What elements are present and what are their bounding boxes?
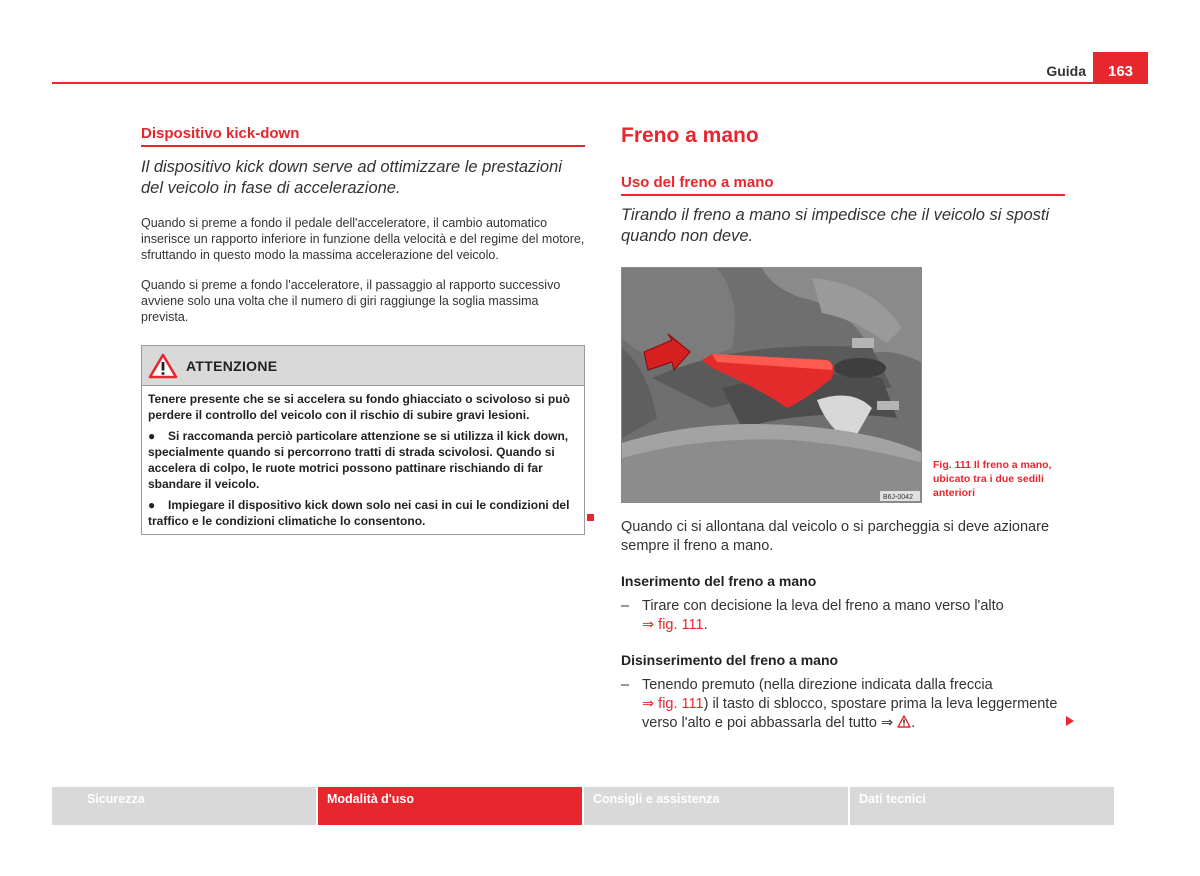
release-text-1: Tenendo premuto (nella direzione indicata dalla freccia	[642, 677, 993, 693]
warning-bullet	[148, 497, 578, 529]
running-header-section: Guida	[1046, 63, 1086, 79]
release-step-text	[642, 676, 1065, 733]
release-heading: Disinserimento del freno a mano	[621, 652, 839, 668]
handbrake-body	[621, 518, 1065, 733]
warning-bullet-text: Si raccomanda perciò particolare attenzione se si utilizza il kick down, specialmente quando si percorrono tratti di strada scivolosi. Quando si accelera di colpo, le ruote motrici possono pattinare rischiando di far sbandare il veicolo.	[148, 429, 569, 491]
release-text-2: ) il tasto di sblocco, spostare prima la leva leggermente verso l'alto e poi abbassarla del tutto ⇒	[642, 696, 1058, 731]
footer-navigation	[52, 787, 1148, 825]
handbrake-figure	[621, 267, 922, 503]
nav-tab-dati-tecnici[interactable]: Dati tecnici	[850, 787, 1114, 825]
chapter-title: Freno a mano	[621, 124, 759, 147]
handbrake-intro: Quando ci si allontana dal veicolo o si parcheggia si deve azionare sempre il freno a mano.	[621, 519, 1050, 554]
handbrake-illustration	[622, 268, 922, 503]
warning-title: ATTENZIONE	[186, 357, 278, 374]
bullet-symbol: ●	[148, 429, 156, 443]
engage-step-text	[642, 597, 1004, 635]
figure-code: B6J-0042	[883, 494, 913, 501]
kickdown-paragraph-1: Quando si preme a fondo il pedale dell'acceleratore, il cambio automatico inserisce un rapporto inferiore in funzione della velocità e del regime del motore, sfruttando in questo modo la massima accelerazione del veicolo.	[141, 216, 585, 262]
page-number: 163	[1093, 52, 1148, 84]
header-rule	[52, 82, 1148, 84]
nav-tab-modalita-uso[interactable]: Modalità d'uso	[318, 787, 582, 825]
left-column	[141, 125, 585, 535]
handbrake-heading: Uso del freno a mano	[621, 174, 1065, 196]
kickdown-paragraph-2: Quando si preme a fondo l'acceleratore, il passaggio al rapporto successivo avviene solo una volta che il numero di giri raggiunge la soglia massima prevista.	[141, 278, 561, 324]
engage-end: .	[703, 617, 708, 633]
figure-caption: Fig. 111 Il freno a mano, ubicato tra i due sedili anteriori	[933, 459, 1052, 499]
warning-header	[142, 346, 584, 386]
warning-intro: Tenere presente che se si accelera su fondo ghiacciato o scivoloso si può perdere il controllo del veicolo con il rischio di subire gravi lesioni.	[148, 392, 570, 422]
bullet-symbol: ●	[148, 498, 156, 512]
engage-text: Tirare con decisione la leva del freno a mano verso l'alto	[642, 598, 1004, 614]
right-column	[621, 124, 1065, 247]
engage-heading: Inserimento del freno a mano	[621, 573, 817, 589]
figure-reference-link[interactable]: ⇒ fig. 111	[642, 617, 704, 633]
warning-bullet	[148, 428, 578, 492]
warning-body	[142, 386, 584, 534]
continue-arrow-icon	[1066, 716, 1074, 726]
nav-tab-sicurezza[interactable]: Sicurezza	[52, 787, 316, 825]
figure-reference-link[interactable]: ⇒ fig. 111	[642, 696, 704, 712]
dash-symbol: –	[621, 677, 630, 693]
warning-triangle-icon	[148, 353, 178, 379]
warning-reference-icon[interactable]	[897, 715, 911, 728]
warning-bullet-text: Impiegare il dispositivo kick down solo nei casi in cui le condizioni del traffico e le condizioni climatiche lo consentono.	[148, 498, 570, 528]
kickdown-heading: Dispositivo kick-down	[141, 125, 585, 147]
section-end-marker	[587, 514, 594, 521]
release-end: .	[911, 715, 916, 731]
kickdown-lead: Il dispositivo kick down serve ad ottimizzare le prestazioni del veicolo in fase di accelerazione.	[141, 158, 562, 197]
warning-box	[141, 345, 585, 535]
engage-step	[621, 597, 1065, 635]
handbrake-lead: Tirando il freno a mano si impedisce che il veicolo si sposti quando non deve.	[621, 206, 1050, 245]
release-step	[621, 676, 1065, 733]
nav-tab-consigli-assistenza[interactable]: Consigli e assistenza	[584, 787, 848, 825]
dash-symbol: –	[621, 598, 630, 614]
